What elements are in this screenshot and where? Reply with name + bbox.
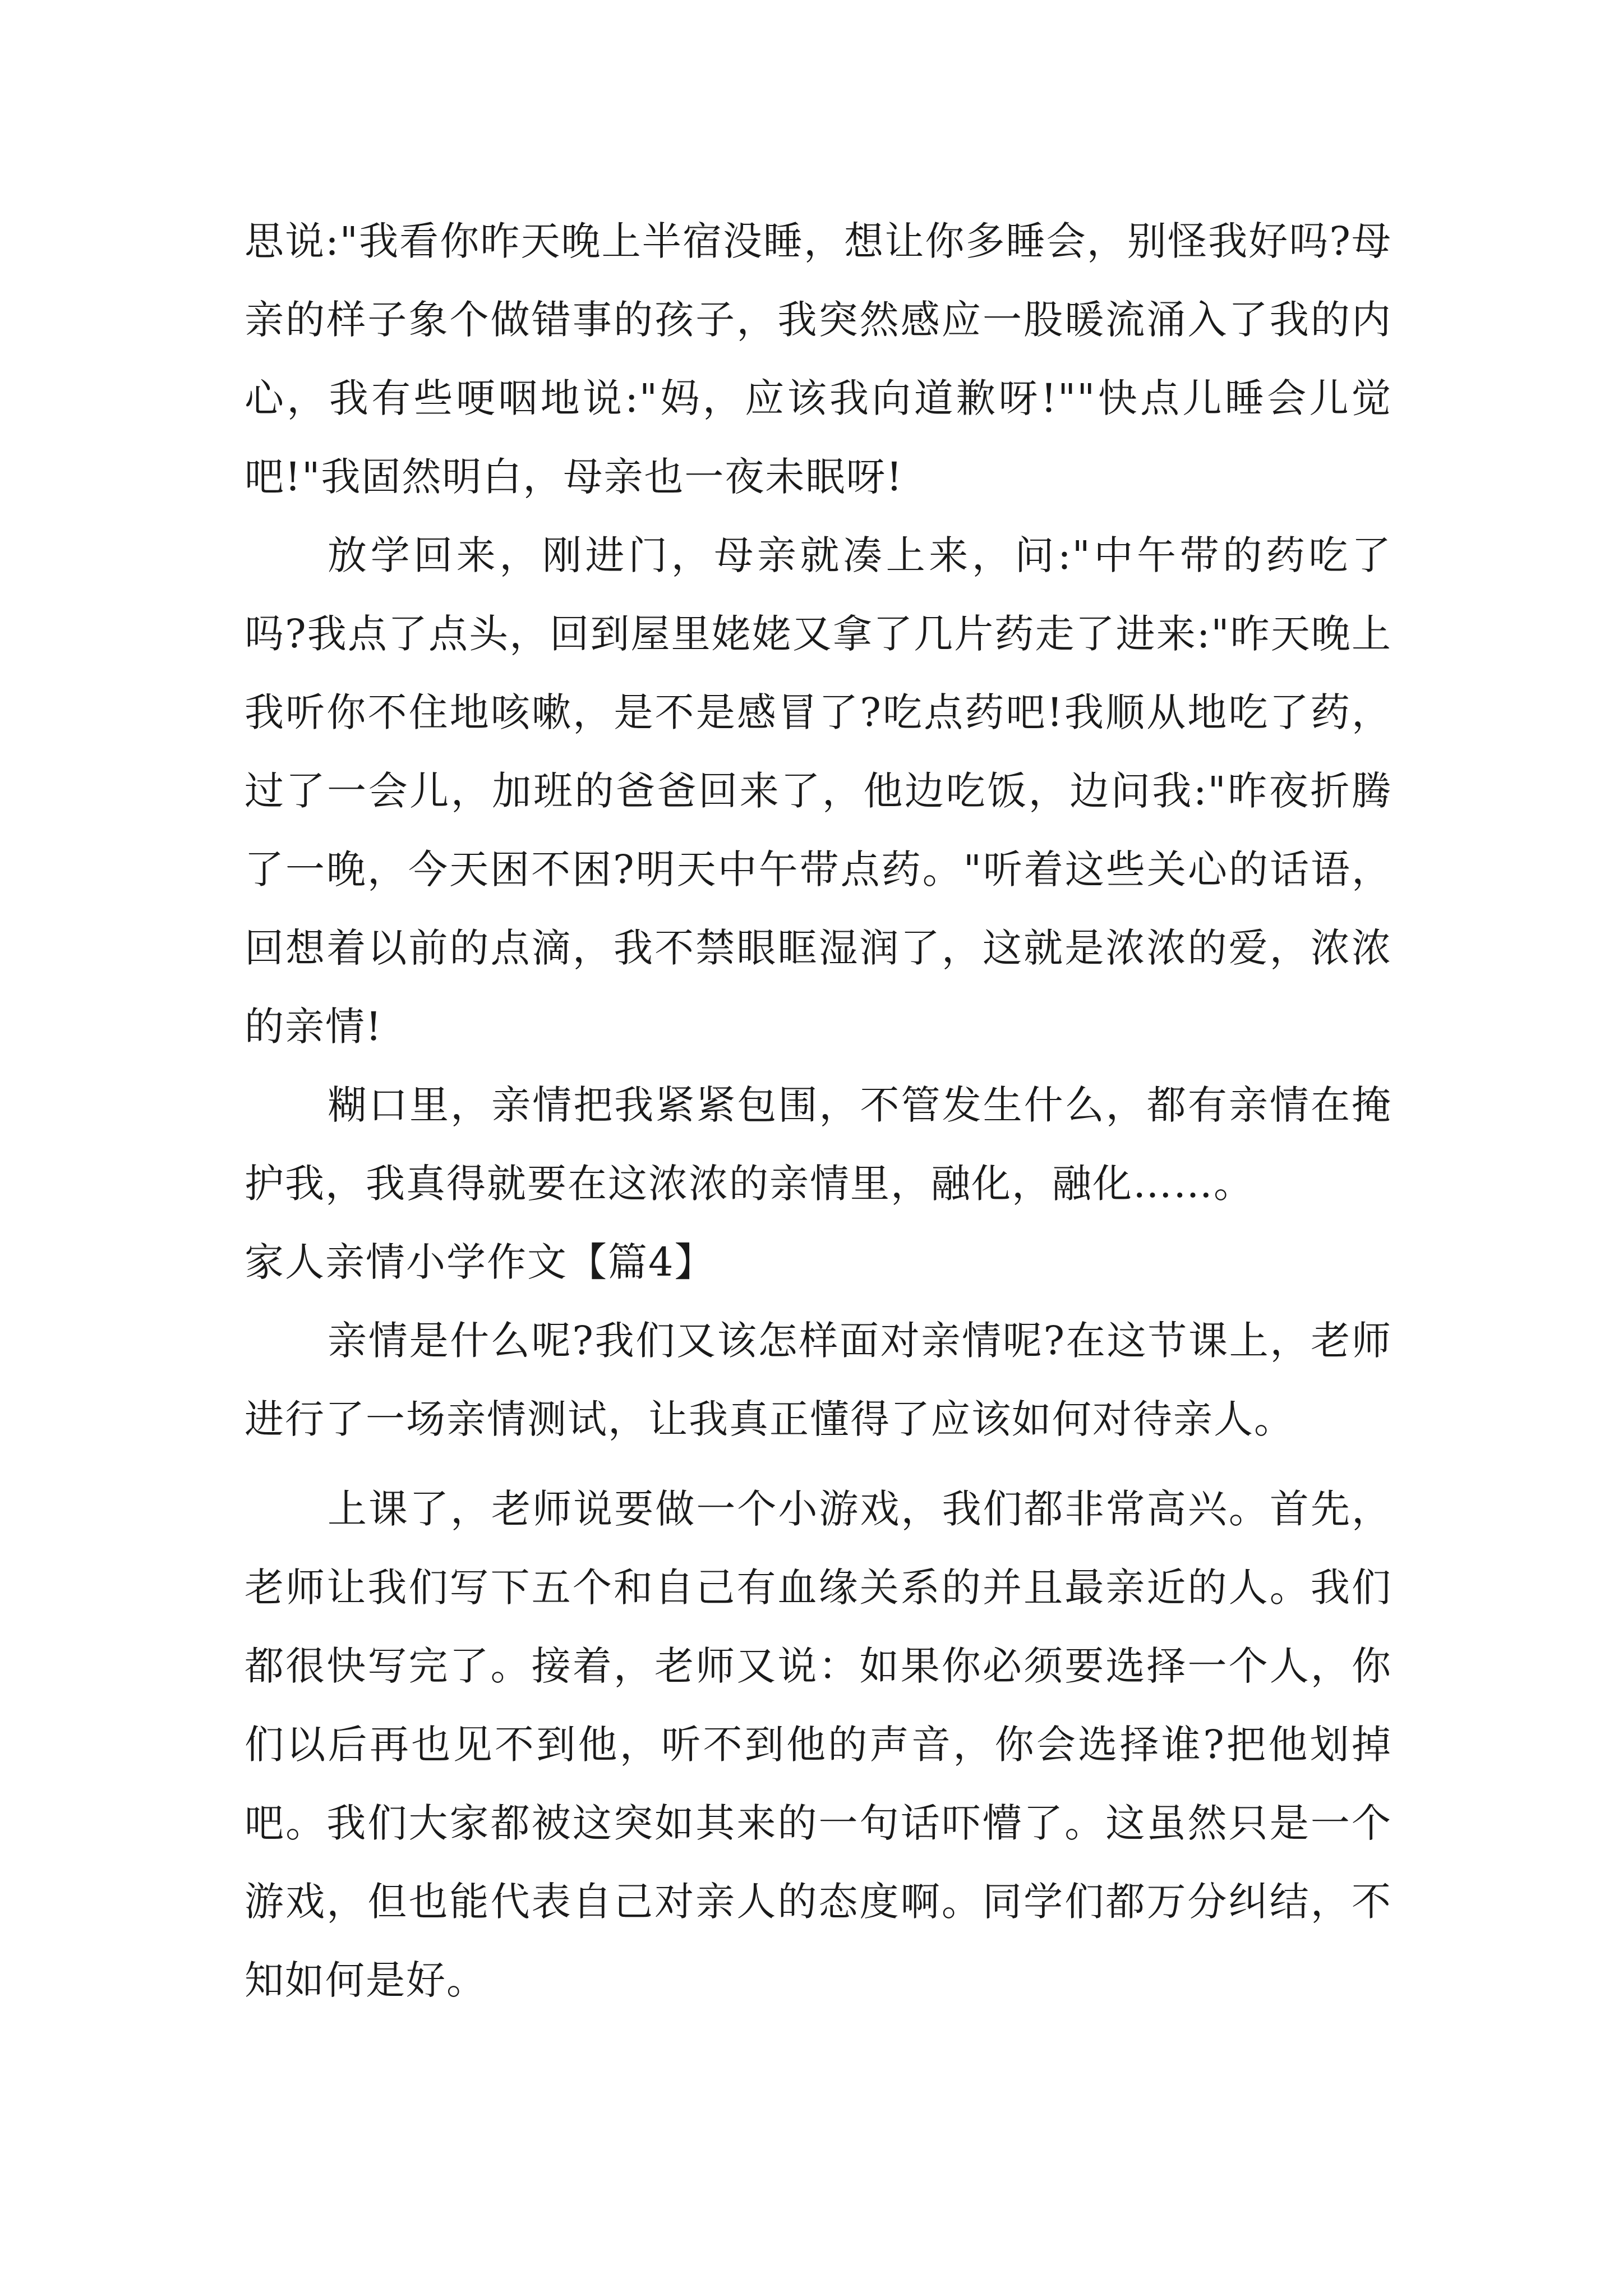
- paragraph-continued: 思说:"我看你昨天晚上半宿没睡，想让你多睡会，别怪我好吗?母亲的样子象个做错事的孩子，我突然感应一股暖流涌入了我的内心，我有些哽咽地说:"妈，应该我向道歉呀!""快点儿睡会儿觉吧!"我固然明白，母亲也一夜未眠呀!: [245, 218, 1392, 500]
- section-heading: 家人亲情小学作文【篇4】: [245, 1239, 715, 1285]
- paragraph-conclusion: 糊口里，亲情把我紧紧包围，不管发生什么，都有亲情在掩护我，我真得就要在这浓浓的亲情里，融化，融化……。: [245, 1082, 1392, 1207]
- paragraph-game: 上课了，老师说要做一个小游戏，我们都非常高兴。首先，老师让我们写下五个和自己有血缘关系的并且最亲近的人。我们都很快写完了。接着，老师又说：如果你必须要选择一个人，你们以后再也见不到他，听不到他的声音，你会选择谁?把他划掉吧。我们大家都被这突如其来的一句话吓懵了。这虽然只是一个游戏，但也能代表自己对亲人的态度啊。同学们都万分纠结，不知如何是好。: [245, 1486, 1392, 2003]
- paragraph-intro: 亲情是什么呢?我们又该怎样面对亲情呢?在这节课上，老师进行了一场亲情测试，让我真正懂得了应该如何对待亲人。: [245, 1318, 1392, 1442]
- paragraph-after-school: 放学回来，刚进门，母亲就凑上来，问:"中午带的药吃了吗?我点了点头，回到屋里姥姥又拿了几片药走了进来:"昨天晚上我听你不住地咳嗽，是不是感冒了?吃点药吧!我顺从地吃了药，过了一会儿，加班的爸爸回来了，他边吃饭，边问我:"昨夜折腾了一晚，今天困不困?明天中午带点药。"听着这些关心的话语，回想着以前的点滴，我不禁眼眶湿润了，这就是浓浓的爱，浓浓的亲情!: [245, 532, 1392, 1050]
- document-body: [245, 202, 1392, 2019]
